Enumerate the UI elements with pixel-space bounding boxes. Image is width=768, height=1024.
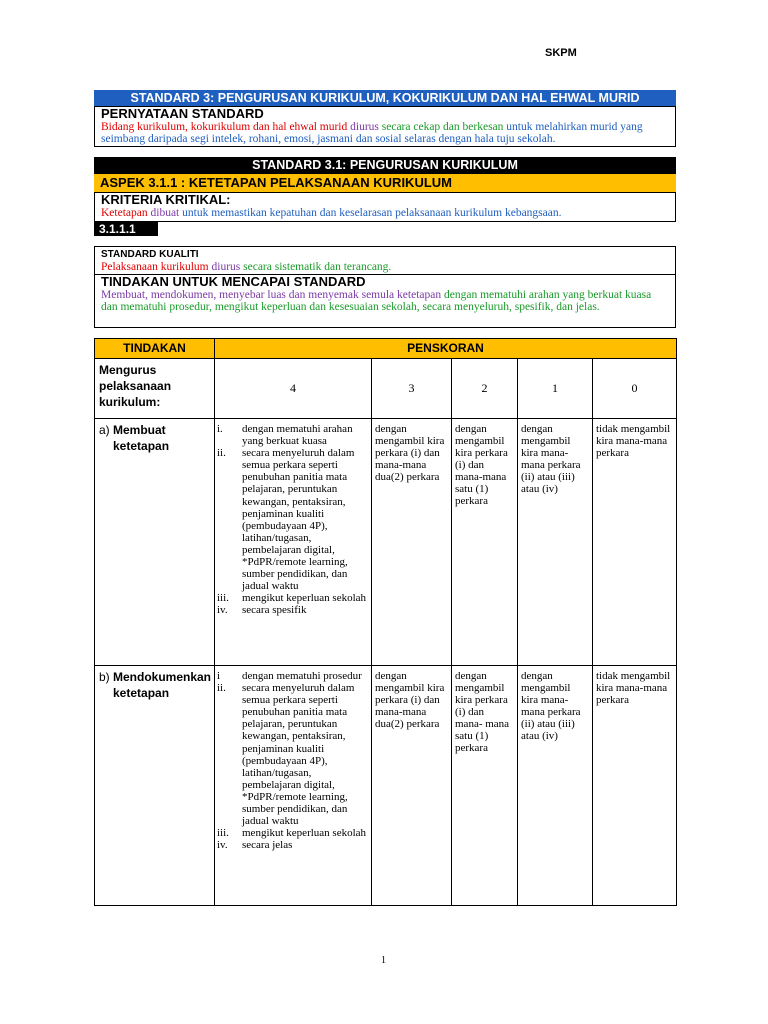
list-item: ii. secara menyeluruh dalam semua perkara seperti penubuhan panitia mata pelajaran, peruntukan kewangan, pentaksiran, penjaminan kualiti (pembudayaan 4P), latihan/tugasan, pembelajaran digital, *PdPR/remote learning, sumber pendidikan, dan jadual waktu (217, 682, 355, 828)
header-tindakan: TINDAKAN (95, 339, 215, 359)
text-segment: dibuat (150, 207, 183, 219)
tindakan-standard-title: TINDAKAN UNTUK MENCAPAI STANDARD (101, 274, 366, 289)
header-penskoran: PENSKORAN (215, 339, 677, 359)
list-item: ii. secara menyeluruh dalam semua perkara seperti penubuhan panitia mata pelajaran, peruntukan kewangan, pentaksiran, penjaminan kualiti (pembudayaan 4P), latihan/tugasan, pembelajaran digital, *PdPR/remote learning, sumber pendidikan, dan jadual waktu (217, 447, 355, 593)
kriteria-text (95, 207, 675, 219)
score-1-criteria: dengan mengambil kira mana-mana perkara (ii) atau (iii) atau (iv) (518, 419, 593, 666)
table-row (95, 419, 677, 666)
text-segment: dengan mematuhi arahan yang berkuat kuasa dan mematuhi prosedur, mengikut keperluan dan kesesuaian sekolah, secara menyeluruh, spesifik, dan jelas. (101, 289, 652, 313)
text-segment: untuk melahirkan murid yang seimbang daripada segi intelek, rohani, emosi, jasmani dan sosial selaras dengan hala tuju sekolah. (101, 121, 643, 145)
kriteria-kritikal-box (94, 192, 676, 222)
score-0: 0 (593, 359, 677, 419)
score-1-criteria: dengan mengambil kira mana-mana perkara (ii) atau (iii) atau (iv) (518, 666, 593, 906)
text-segment: secara sistematik dan terancang. (243, 261, 392, 273)
score-4: 4 (215, 359, 372, 419)
pernyataan-title: PERNYATAAN STANDARD (101, 106, 264, 121)
scoring-table (94, 338, 677, 906)
score-2-criteria: dengan mengambil kira perkara (i) dan mana- mana satu (1) perkara (452, 666, 518, 906)
kriteria-title: KRITERIA KRITIKAL: (101, 192, 231, 207)
standard-kualiti-box (94, 246, 676, 328)
text-segment: diurus (350, 121, 382, 133)
text-segment: Membuat, mendokumen, menyebar luas dan menyemak semula ketetapan (101, 289, 444, 301)
action-label: Mendokumenkan ketetapan (113, 670, 212, 700)
kualiti-text (95, 261, 675, 273)
list-item: i. dengan mematuhi arahan yang berkuat kuasa (217, 423, 353, 448)
text-segment: secara cekap dan berkesan (381, 121, 507, 133)
page-number: 1 (381, 955, 386, 966)
score-0-criteria: tidak mengambil kira mana-mana perkara (593, 666, 677, 906)
pernyataan-standard-box (94, 106, 676, 147)
score-2: 2 (452, 359, 518, 419)
text-segment: Pelaksanaan kurikulum (101, 261, 212, 273)
text-segment: diurus (211, 261, 244, 273)
standard-3-1-band: STANDARD 3.1: PENGURUSAN KURIKULUM (94, 157, 676, 174)
list-item: i dengan mematuhi prosedur (217, 670, 362, 682)
action-cell (95, 666, 215, 906)
score-3-criteria: dengan mengambil kira perkara (i) dan mana-mana dua(2) perkara (372, 666, 452, 906)
row-letter: a) (99, 423, 110, 437)
pernyataan-text (95, 121, 675, 145)
list-item: iv. secara jelas (217, 839, 293, 852)
action-label: Membuat ketetapan (113, 423, 170, 453)
score-1: 1 (518, 359, 593, 419)
list-item: iii. mengikut keperluan sekolah (217, 827, 367, 840)
standard-code-tag: 3.1.1.1 (94, 222, 158, 236)
row-letter: b) (99, 670, 110, 684)
score-4-criteria (215, 666, 372, 906)
standard-3-band: STANDARD 3: PENGURUSAN KURIKULUM, KOKURIKULUM DAN HAL EHWAL MURID (94, 90, 676, 106)
score-0-criteria: tidak mengambil kira mana-mana perkara (593, 419, 677, 666)
list-item: iii. mengikut keperluan sekolah (217, 592, 367, 605)
score-3: 3 (372, 359, 452, 419)
text-segment: Ketetapan (101, 207, 151, 219)
tindakan-standard-text (95, 289, 675, 313)
list-item: iv. secara spesifik (217, 604, 307, 617)
criteria-list (215, 423, 371, 617)
aspek-band: ASPEK 3.1.1 : KETETAPAN PELAKSANAAN KURIKULUM (94, 174, 676, 192)
score-3-criteria: dengan mengambil kira perkara (i) dan mana-mana dua(2) perkara (372, 419, 452, 666)
score-4-criteria (215, 419, 372, 666)
table-sub-label: Mengurus pelaksanaan kurikulum: (95, 359, 215, 419)
action-cell (95, 419, 215, 666)
score-2-criteria: dengan mengambil kira perkara (i) dan mana-mana satu (1) perkara (452, 419, 518, 666)
kualiti-title: STANDARD KUALITI (101, 249, 199, 260)
criteria-list (215, 670, 371, 851)
document-code: SKPM (545, 47, 577, 59)
table-row (95, 666, 677, 906)
text-segment: Bidang kurikulum, kokurikulum dan hal ehwal murid (101, 121, 351, 133)
text-segment: untuk memastikan kepatuhan dan keselarasan pelaksanaan kurikulum kebangsaan. (182, 207, 562, 219)
